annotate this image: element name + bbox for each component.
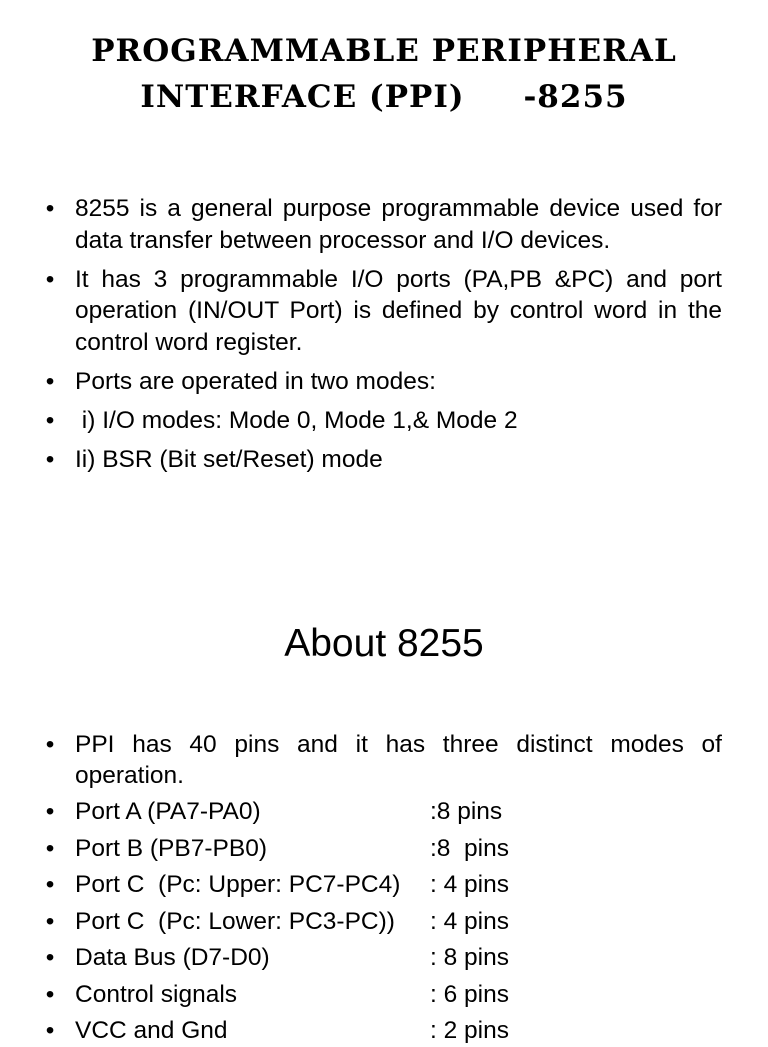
bullet-icon: • bbox=[45, 367, 55, 395]
about-heading: About 8255 bbox=[284, 622, 484, 665]
pin-count: : 2 pins bbox=[430, 1017, 509, 1044]
intro-bullet-text: Ports are operated in two modes: bbox=[75, 367, 436, 395]
pin-label: Port A (PA7-PA0) bbox=[75, 798, 261, 825]
pin-count: : 8 pins bbox=[430, 944, 509, 971]
title-line-2: INTERFACE (PPI) -8255 bbox=[140, 79, 628, 115]
bullet-icon: • bbox=[45, 944, 55, 971]
pin-count: : 6 pins bbox=[430, 980, 509, 1008]
about-summary-item bbox=[44, 730, 722, 791]
intro-bullet-item bbox=[44, 366, 722, 398]
pin-item bbox=[44, 834, 722, 865]
about-summary-text: PPI has 40 pins and it has three distinct modes of operation. bbox=[75, 731, 722, 789]
bullet-icon: • bbox=[45, 834, 55, 862]
bullet-icon: • bbox=[45, 406, 55, 434]
pin-item bbox=[44, 907, 722, 938]
pin-count: : 4 pins bbox=[430, 907, 509, 935]
slide-title bbox=[0, 28, 768, 120]
pin-count: :8 pins bbox=[430, 834, 509, 862]
bullet-icon: • bbox=[45, 195, 55, 222]
pin-item bbox=[44, 870, 722, 901]
intro-bullet-item bbox=[44, 444, 722, 476]
bullet-icon: • bbox=[45, 445, 55, 473]
pin-label: Port B (PB7-PB0) bbox=[75, 834, 267, 862]
pin-item bbox=[44, 797, 722, 828]
intro-bullet-text: It has 3 programmable I/O ports (PA,PB &PC) and port operation (IN/OUT Port) is defined by control word in the control word register. bbox=[75, 265, 722, 356]
bullet-icon: • bbox=[45, 798, 55, 825]
intro-bullet-item bbox=[44, 264, 722, 359]
pin-label: Port C (Pc: Upper: PC7-PC4) bbox=[75, 871, 401, 898]
bullet-icon: • bbox=[45, 980, 55, 1008]
intro-bullet-item bbox=[44, 193, 722, 256]
pin-label: VCC and Gnd bbox=[75, 1017, 228, 1044]
intro-bullet-text: 8255 is a general purpose programmable device used for data transfer between processor and I/O devices. bbox=[75, 195, 722, 254]
pin-label: Data Bus (D7-D0) bbox=[75, 944, 270, 971]
pin-label: Control signals bbox=[75, 980, 238, 1008]
intro-bullet-text: Ii) BSR (Bit set/Reset) mode bbox=[75, 445, 383, 473]
intro-bullet-item bbox=[44, 405, 722, 437]
title-line-1: PROGRAMMABLE PERIPHERAL bbox=[91, 33, 677, 69]
bullet-icon: • bbox=[45, 871, 55, 898]
pin-count: : 4 pins bbox=[430, 871, 509, 898]
pin-label: Port C (Pc: Lower: PC3-PC)) bbox=[75, 907, 395, 935]
bullet-icon: • bbox=[45, 731, 55, 758]
bullet-icon: • bbox=[45, 265, 55, 293]
pin-item bbox=[44, 980, 722, 1011]
intro-bullet-list bbox=[44, 193, 722, 483]
pin-count: :8 pins bbox=[430, 798, 503, 825]
about-bullet-list bbox=[44, 730, 722, 1044]
intro-bullet-text: i) I/O modes: Mode 0, Mode 1,& Mode 2 bbox=[75, 406, 518, 434]
bullet-icon: • bbox=[45, 907, 55, 935]
pin-item-cutoff bbox=[44, 1016, 722, 1047]
bullet-icon: • bbox=[45, 1017, 55, 1044]
pin-item bbox=[44, 943, 722, 974]
